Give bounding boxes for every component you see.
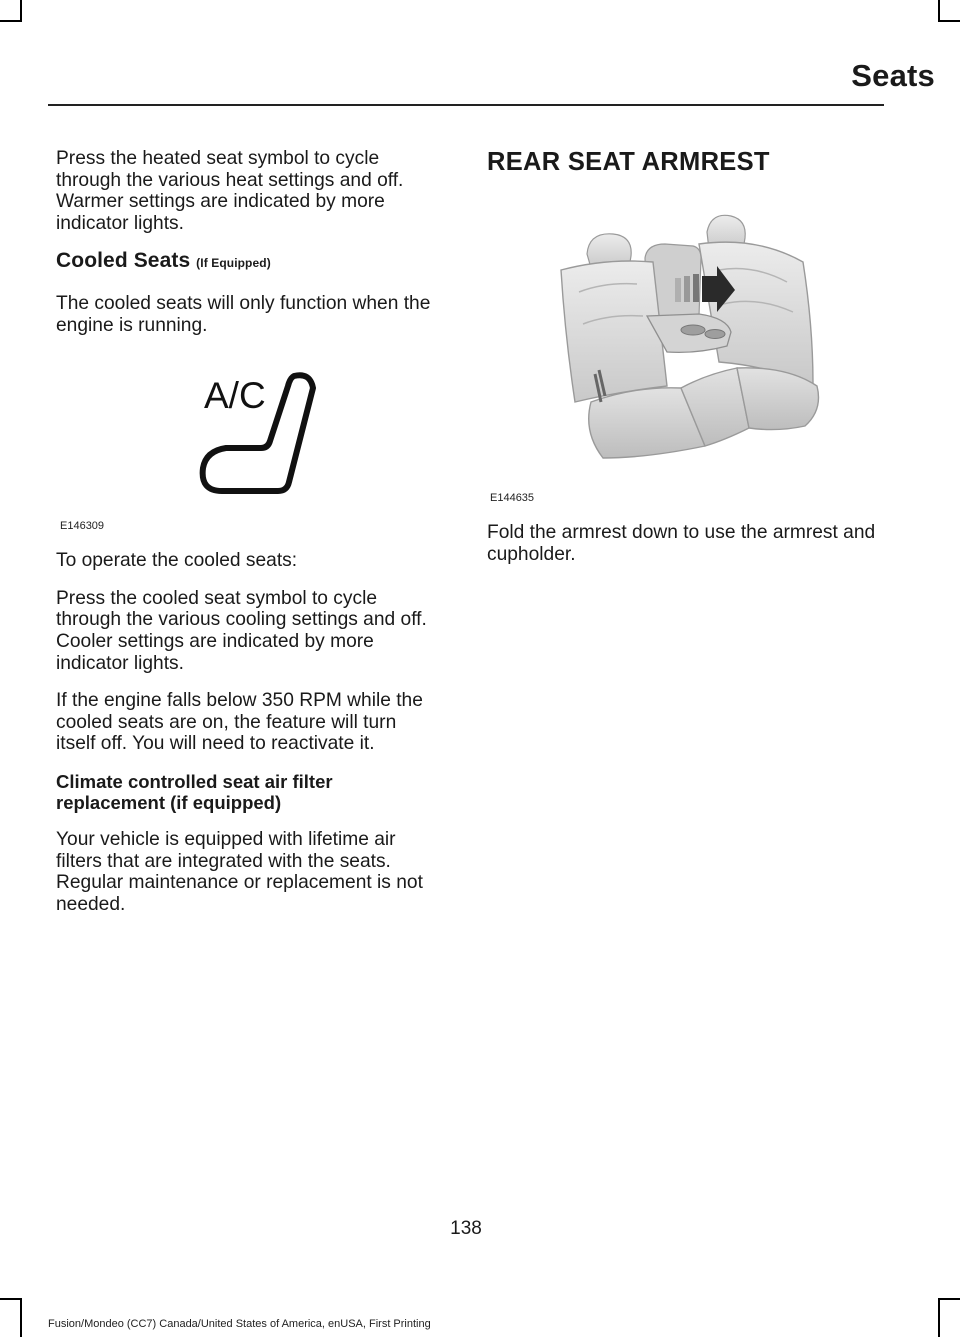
air-filter-paragraph: Your vehicle is equipped with lifetime air filters that are integrated with the seats. Regular maintenance or replacement is not needed. — [56, 828, 423, 915]
crop-mark — [0, 1298, 22, 1300]
cooled-seats-heading — [56, 250, 440, 275]
crop-mark — [938, 1298, 940, 1337]
crop-mark — [938, 0, 940, 22]
cooled-seat-icon — [56, 352, 440, 534]
page-title: Seats — [851, 58, 935, 93]
armrest-paragraph: Fold the armrest down to use the armrest and cupholder. — [487, 522, 876, 565]
footer-text: Fusion/Mondeo (CC7) Canada/United States of America, enUSA, First Printing — [48, 1318, 431, 1330]
rear-seat-armrest-heading: REAR SEAT ARMREST — [487, 148, 770, 176]
engine-rpm-paragraph: If the engine falls below 350 RPM while the cooled seats are on, the feature will turn itself off. You will need to reactivate it. — [56, 690, 423, 755]
cooled-seat-figure — [56, 352, 440, 534]
page-number: 138 — [450, 1218, 482, 1239]
figure-id: E144635 — [490, 492, 535, 504]
crop-mark — [0, 20, 22, 22]
right-column — [487, 148, 887, 581]
header-divider — [48, 104, 884, 106]
air-filter-heading: Climate controlled seat air filter replacement (if equipped) — [56, 770, 333, 813]
crop-mark — [20, 0, 22, 22]
rear-seat-illustration — [487, 196, 887, 468]
cooled-seats-engine-paragraph: The cooled seats will only function when the engine is running. — [56, 292, 431, 336]
cooled-seats-heading-suffix: (If Equipped) — [196, 256, 271, 271]
cooled-seats-heading-text: Cooled Seats — [56, 249, 191, 273]
cooled-seat-symbol-paragraph: Press the cooled seat symbol to cycle through the various cooling settings and off. Cooler settings are indicated by more indicator lights. — [56, 587, 427, 674]
ac-label: A/C — [204, 375, 266, 417]
heated-seat-paragraph: Press the heated seat symbol to cycle through the various heat settings and off. Warmer settings are indicated by more indicator lights. — [56, 148, 404, 234]
crop-mark — [938, 1298, 960, 1300]
left-column — [56, 148, 440, 931]
crop-mark — [938, 20, 960, 22]
crop-mark — [20, 1298, 22, 1337]
figure-id: E146309 — [60, 520, 105, 533]
operate-cooled-seats-paragraph: To operate the cooled seats: — [56, 550, 298, 572]
rear-seat-figure — [487, 196, 887, 504]
